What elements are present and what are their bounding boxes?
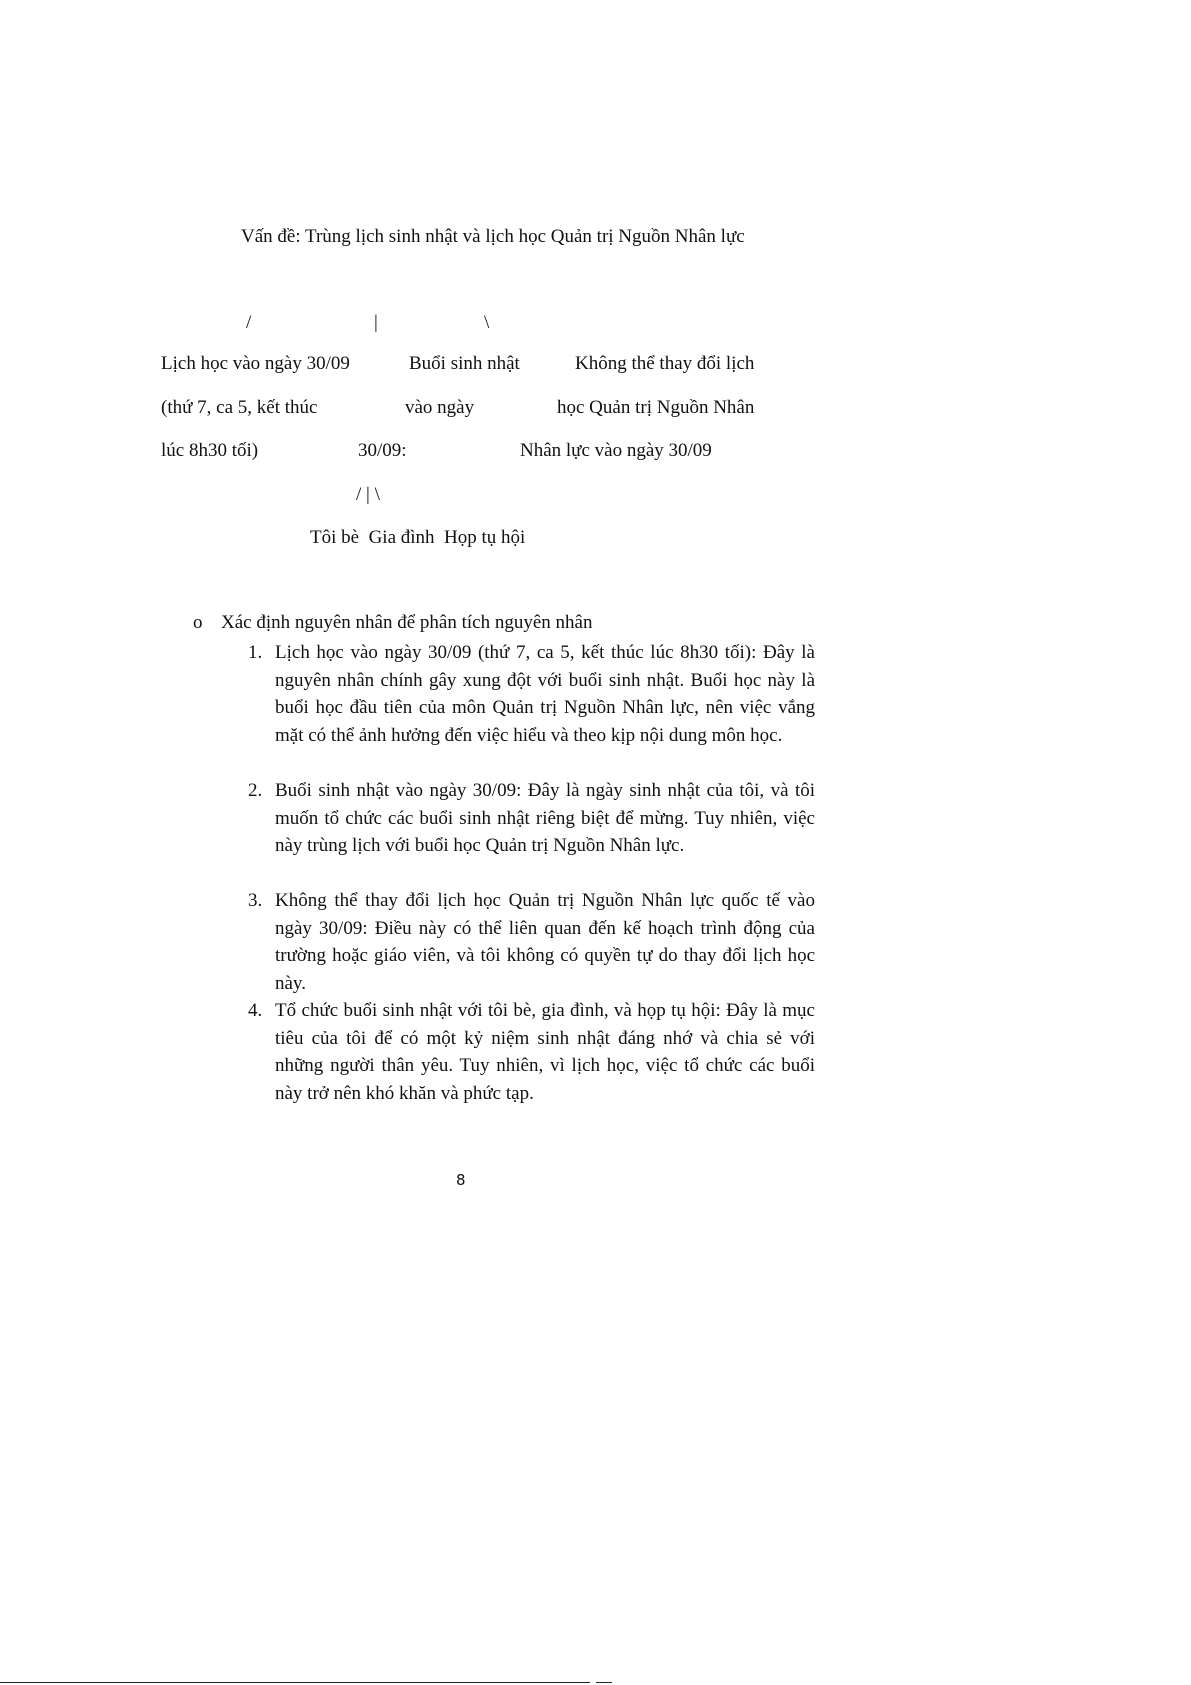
cause-number: 3. — [248, 890, 263, 911]
tree-connector-right: \ — [484, 312, 490, 333]
page-title: Vấn đề: Trùng lịch sinh nhật và lịch học Quản trị Nguồn Nhân lực — [241, 226, 745, 247]
tree-col1-line3: lúc 8h30 tối) — [161, 440, 259, 461]
bullet-marker: o — [193, 612, 203, 633]
tree-col3-line1: Không thể thay đổi lịch — [575, 353, 755, 374]
tree-col2-line3: 30/09: — [358, 440, 407, 461]
tree-secondary-labels: Tôi bè Gia đình Họp tụ hội — [310, 527, 526, 548]
cause-item-1 — [248, 639, 815, 749]
bottom-rule-left — [0, 1682, 590, 1683]
tree-col3-line3: Nhân lực vào ngày 30/09 — [520, 440, 712, 461]
bottom-rule-right — [596, 1682, 612, 1683]
tree-connector-middle: | — [374, 312, 378, 333]
tree-connectors-secondary: / | \ — [356, 484, 380, 505]
cause-number: 4. — [248, 1000, 263, 1021]
cause-item-4 — [248, 997, 815, 1107]
tree-col2-line2: vào ngày — [405, 397, 475, 418]
cause-text: Buổi sinh nhật vào ngày 30/09: Đây là ngày sinh nhật của tôi, và tôi muốn tổ chức các buổi sinh nhật riêng biệt để mừng. Tuy nhiên, việc này trùng lịch với buổi học Quản trị Nguồn Nhân lực. — [275, 780, 815, 856]
cause-number: 2. — [248, 780, 263, 801]
cause-number: 1. — [248, 642, 263, 663]
cause-text: Lịch học vào ngày 30/09 (thứ 7, ca 5, kết thúc lúc 8h30 tối): Đây là nguyên nhân chính gây xung đột với buổi sinh nhật. Buổi học này là buổi học đầu tiên của môn Quản trị Nguồn Nhân lực, nên việc vắng mặt có thể ảnh hưởng đến việc hiểu và theo kịp nội dung môn học. — [275, 642, 815, 746]
page-number: 8 — [456, 1171, 466, 1189]
bullet-text: Xác định nguyên nhân để phân tích nguyên nhân — [221, 612, 593, 633]
tree-connector-left: / — [246, 312, 252, 333]
tree-col1-line2: (thứ 7, ca 5, kết thúc — [161, 397, 318, 418]
cause-text: Không thể thay đổi lịch học Quản trị Nguồn Nhân lực quốc tế vào ngày 30/09: Điều này có thể liên quan đến kế hoạch trình động của trường hoặc giáo viên, và tôi không có quyền tự do thay đổi lịch học này. — [275, 890, 815, 994]
tree-col1-line1: Lịch học vào ngày 30/09 — [161, 353, 350, 374]
tree-col3-line2: học Quản trị Nguồn Nhân — [557, 397, 755, 418]
cause-text: Tổ chức buổi sinh nhật với tôi bè, gia đình, và họp tụ hội: Đây là mục tiêu của tôi để có một kỷ niệm sinh nhật đáng nhớ và chia sẻ với những người thân yêu. Tuy nhiên, vì lịch học, việc tổ chức các buổi này trở nên khó khăn và phức tạp. — [275, 1000, 815, 1104]
tree-col2-line1: Buổi sinh nhật — [409, 353, 520, 374]
cause-item-2 — [248, 777, 815, 860]
cause-item-3 — [248, 887, 815, 997]
